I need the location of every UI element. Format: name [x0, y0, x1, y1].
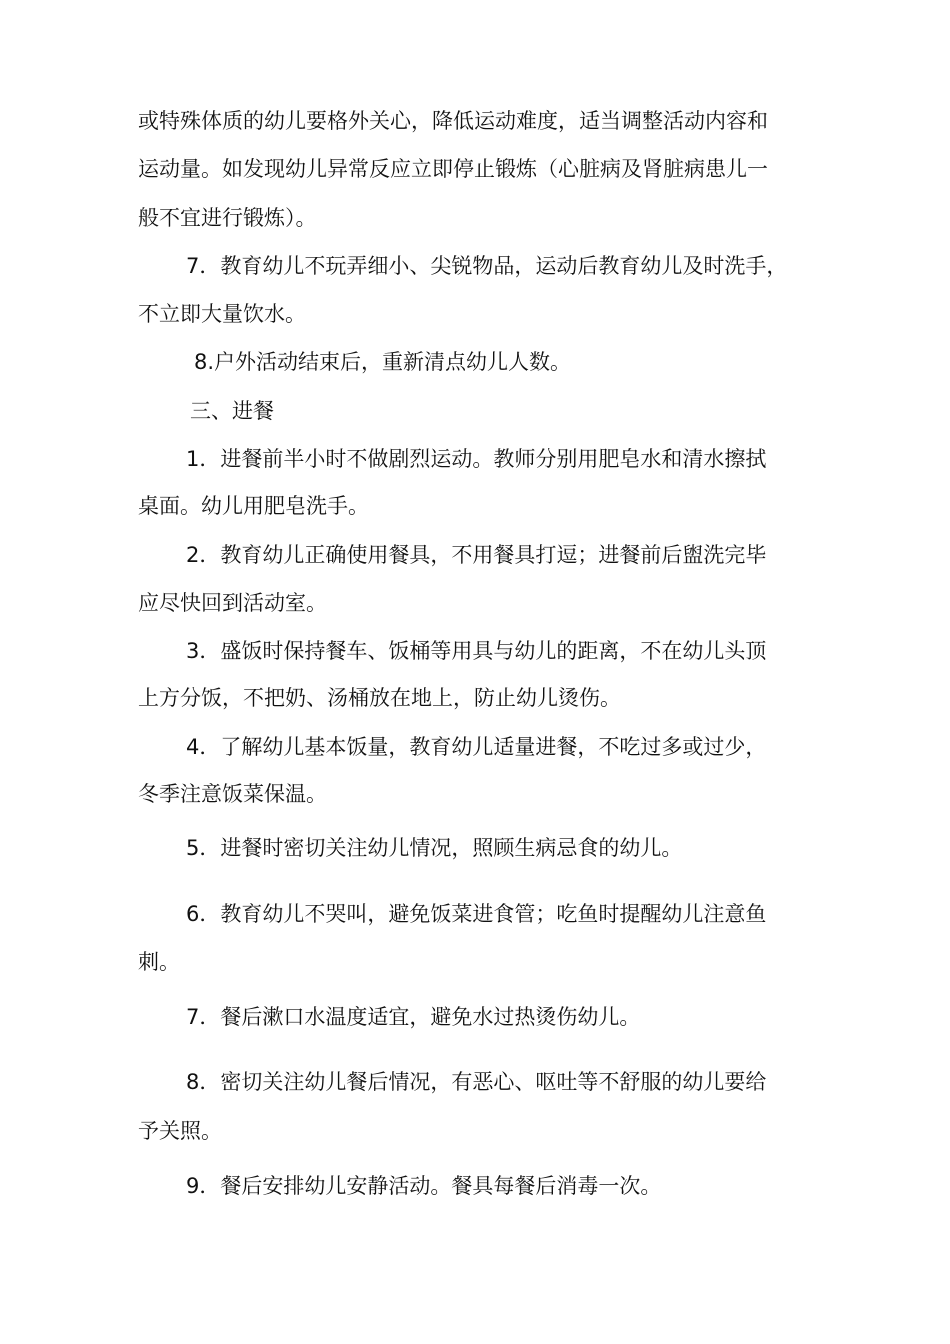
text-line: 1．进餐前半小时不做剧烈运动。教师分别用肥皂水和清水擦拭	[186, 447, 767, 471]
text-line: 运动量。如发现幼儿异常反应立即停止锻炼（心脏病及肾脏病患儿一	[138, 157, 768, 181]
text-line: 6．教育幼儿不哭叫，避免饭菜进食管；吃鱼时提醒幼儿注意鱼	[186, 902, 767, 926]
text-line: 上方分饭，不把奶、汤桶放在地上，防止幼儿烫伤。	[138, 686, 621, 710]
section-heading: 三、进餐	[190, 399, 274, 423]
text-line: 不立即大量饮水。	[138, 302, 306, 326]
text-line: 冬季注意饭菜保温。	[138, 782, 327, 806]
text-line: 予关照。	[138, 1119, 222, 1143]
text-line: 般不宜进行锻炼）。	[138, 206, 317, 230]
text-line: 应尽快回到活动室。	[138, 591, 327, 615]
text-line: 3．盛饭时保持餐车、饭桶等用具与幼儿的距离，不在幼儿头顶	[186, 639, 767, 663]
text-line: 8.户外活动结束后，重新清点幼儿人数。	[194, 350, 572, 374]
text-line: 7．教育幼儿不玩弄细小、尖锐物品，运动后教育幼儿及时洗手，	[186, 254, 788, 278]
text-line: 9．餐后安排幼儿安静活动。餐具每餐后消毒一次。	[186, 1174, 662, 1198]
text-line: 2．教育幼儿正确使用餐具，不用餐具打逗；进餐前后盥洗完毕	[186, 543, 767, 567]
text-line: 5．进餐时密切关注幼儿情况，照顾生病忌食的幼儿。	[186, 836, 683, 860]
text-line: 刺。	[138, 950, 180, 974]
text-line: 4．了解幼儿基本饭量，教育幼儿适量进餐，不吃过多或过少，	[186, 735, 767, 759]
text-line: 或特殊体质的幼儿要格外关心，降低运动难度，适当调整活动内容和	[138, 109, 768, 133]
text-line: 7．餐后漱口水温度适宜，避免水过热烫伤幼儿。	[186, 1005, 641, 1029]
text-line: 8．密切关注幼儿餐后情况，有恶心、呕吐等不舒服的幼儿要给	[186, 1070, 767, 1094]
text-line: 桌面。幼儿用肥皂洗手。	[138, 494, 369, 518]
